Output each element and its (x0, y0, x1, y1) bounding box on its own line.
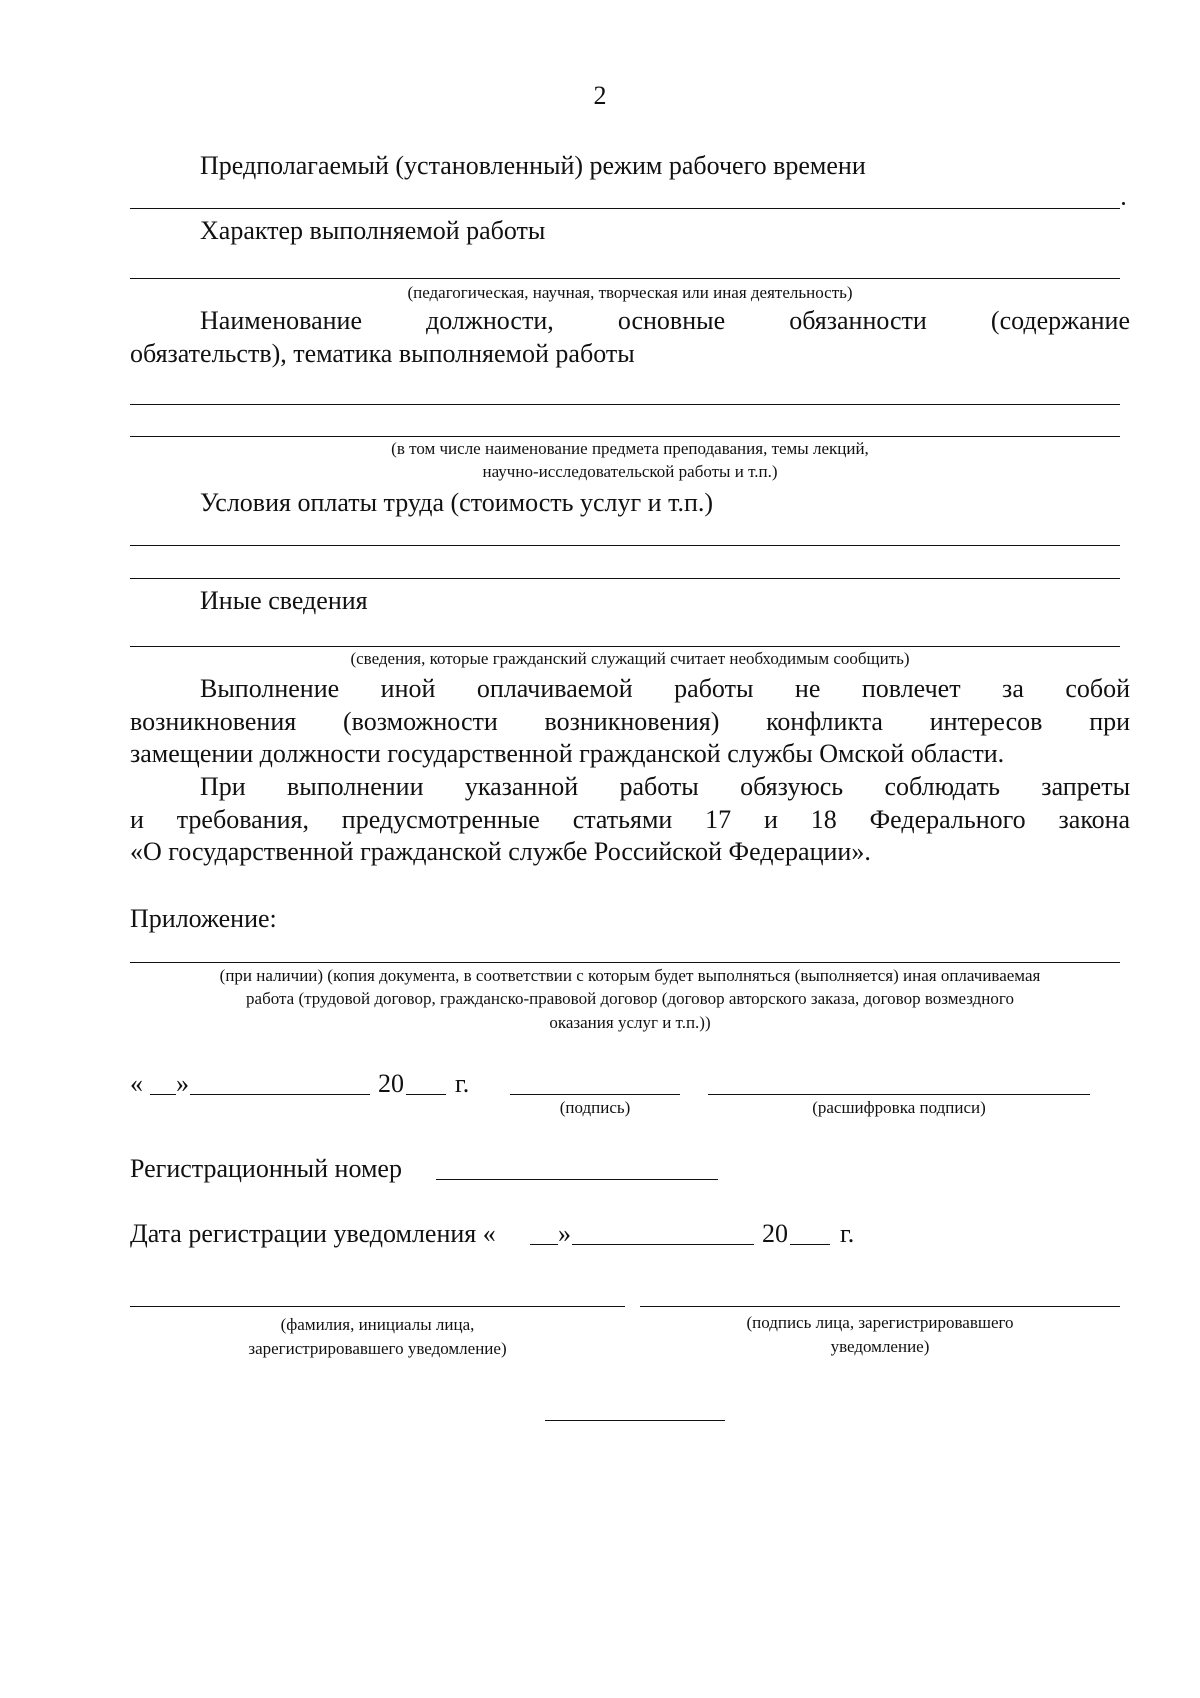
position-line-2 (130, 436, 1120, 437)
date-year-suffix: г. (455, 1069, 470, 1098)
date-close-quote: » (176, 1069, 189, 1098)
statement1-line2 (130, 706, 1130, 738)
registration-close-quote: » (558, 1219, 571, 1248)
registrar-signature-line (640, 1306, 1120, 1307)
statement2-word: и (764, 805, 778, 834)
statement2-word: выполнении (287, 772, 424, 801)
statement2-word: запреты (1041, 772, 1131, 801)
statement1-word: собой (1065, 674, 1131, 703)
statement1-word: иной (380, 674, 436, 703)
statement1-word: интересов (929, 707, 1043, 736)
appendix-hint-line2: работа (трудовой договор, гражданско-правовой договор (договор авторского заказа, договор возмездного (246, 989, 1014, 1008)
statement2-word: статьями (572, 805, 673, 834)
date-open-quote: « (130, 1069, 143, 1098)
position-hint-line2: научно-исследовательской работы и т.п.) (482, 462, 778, 481)
registration-day-line (530, 1244, 558, 1245)
statement1-word: оплачиваемой (476, 674, 633, 703)
statement1-word: не (794, 674, 821, 703)
registration-number-line (436, 1179, 718, 1180)
registrar-signature-hint-line2: уведомление) (830, 1337, 930, 1356)
pay-terms-label: Условия оплаты труда (стоимость услуг и т.п.) (200, 488, 714, 517)
registrar-signature-hint-line1: (подпись лица, зарегистрировавшего (746, 1313, 1014, 1332)
position-word: (содержание (990, 306, 1130, 335)
statement1-word: возникновения) (544, 707, 720, 736)
position-word: должности, (426, 306, 554, 335)
work-schedule-label: Предполагаемый (установленный) режим рабочего времени (200, 151, 866, 180)
statement2-word: и требования, (130, 805, 309, 834)
other-info-hint: (сведения, которые гражданский служащий считает необходимым сообщить) (350, 649, 910, 668)
registration-year-line (790, 1244, 830, 1245)
statement2-word: указанной (464, 772, 579, 801)
statement2-word: Федерального (869, 805, 1026, 834)
decode-hint: (расшифровка подписи) (812, 1098, 986, 1117)
other-info-label: Иные сведения (200, 586, 368, 615)
registrar-name-hint-line2: зарегистрировавшего уведомление) (248, 1339, 507, 1358)
statement2-word: 18 (810, 805, 837, 834)
statement1-word: повлечет (861, 674, 961, 703)
statement2-word: При (200, 772, 246, 801)
work-schedule-line (130, 208, 1120, 209)
appendix-label: Приложение: (130, 904, 277, 933)
work-schedule-period (1122, 202, 1125, 205)
statement1-word: конфликта (766, 707, 883, 736)
pay-terms-line-2 (130, 578, 1120, 579)
work-character-hint: (педагогическая, научная, творческая или иная деятельность) (407, 283, 853, 302)
registrar-name-hint-line1: (фамилия, инициалы лица, (280, 1315, 475, 1334)
statement1-word: (возможности (342, 707, 498, 736)
statement2-word: соблюдать (884, 772, 1000, 801)
position-title-line1 (200, 305, 1130, 337)
statement2-word: предусмотренные (341, 805, 540, 834)
statement2-word: работы (619, 772, 699, 801)
statement1-word: за (1002, 674, 1024, 703)
position-hint-line1: (в том числе наименование предмета преподавания, темы лекций, (391, 439, 869, 458)
page-number: 2 (593, 81, 607, 110)
appendix-hint-line1: (при наличии) (копия документа, в соответствии с которым будет выполняться (выполняется) иная оплачиваемая (219, 966, 1041, 985)
registration-year-suffix: г. (840, 1219, 855, 1248)
statement2-word: обязуюсь (740, 772, 844, 801)
registrar-name-line (130, 1306, 625, 1307)
closing-separator (545, 1420, 725, 1421)
date-month-line (190, 1094, 370, 1095)
registration-number-label: Регистрационный номер (130, 1154, 402, 1183)
registration-year-prefix: 20 (762, 1219, 788, 1248)
statement2-word: 17 (705, 805, 732, 834)
position-word: обязанности (789, 306, 927, 335)
statement2-line1 (200, 771, 1130, 803)
statement2-word: закона (1058, 805, 1131, 834)
other-info-line (130, 646, 1120, 647)
signature-hint: (подпись) (559, 1098, 631, 1117)
position-title-line2: обязательств), тематика выполняемой работы (130, 339, 635, 368)
registration-date-label: Дата регистрации уведомления « (130, 1219, 496, 1248)
statement1-word: возникновения (130, 707, 297, 736)
statement1-word: при (1089, 707, 1131, 736)
decode-line (708, 1094, 1090, 1095)
work-character-line (130, 278, 1120, 279)
date-day-line (150, 1094, 176, 1095)
position-word: основные (617, 306, 726, 335)
statement2-line2 (130, 804, 1130, 836)
appendix-hint-line3: оказания услуг и т.п.)) (549, 1013, 711, 1032)
date-year-line (406, 1094, 446, 1095)
date-year-prefix: 20 (378, 1069, 404, 1098)
statement1-word: Выполнение (200, 674, 340, 703)
position-word: Наименование (200, 306, 362, 335)
appendix-line (130, 962, 1120, 963)
statement1-word: работы (674, 674, 754, 703)
registration-month-line (572, 1244, 754, 1245)
work-character-label: Характер выполняемой работы (200, 216, 546, 245)
statement1-line3: замещении должности государственной гражданской службы Омской области. (130, 739, 1005, 768)
statement2-line3: «О государственной гражданской службе Российской Федерации». (130, 837, 871, 866)
pay-terms-line-1 (130, 545, 1120, 546)
signature-line (510, 1094, 680, 1095)
position-line-1 (130, 404, 1120, 405)
statement1-line1 (200, 673, 1130, 705)
